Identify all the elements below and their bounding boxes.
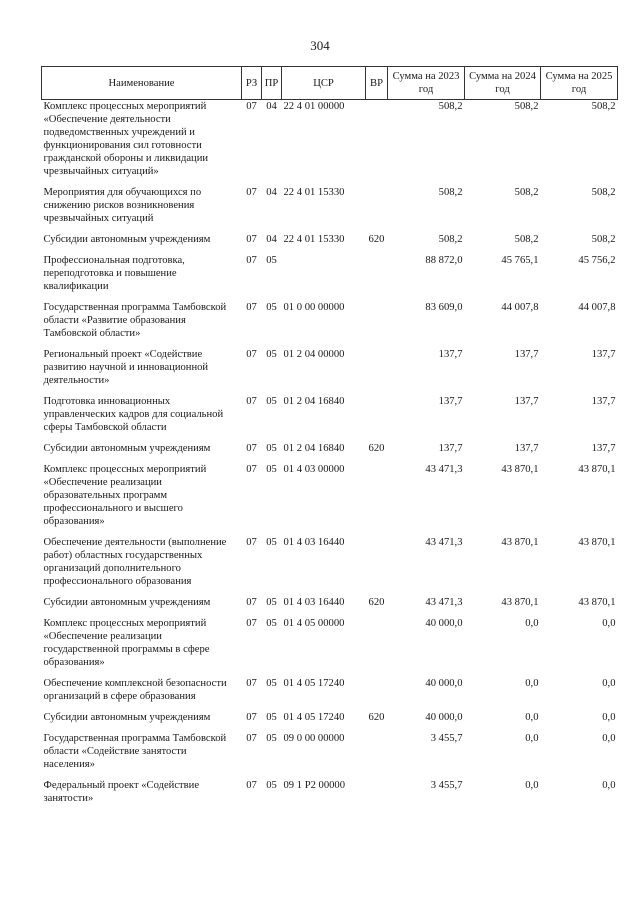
- header-vr: ВР: [366, 67, 388, 100]
- row-pr: 05: [266, 255, 277, 266]
- row-name: Субсидии автономным учреждениям: [43, 443, 211, 454]
- row-vr: [366, 395, 388, 442]
- header-sum-2024: Сумма на 2024 год: [465, 67, 541, 100]
- table-row: [42, 395, 618, 442]
- row-sum-2024: 508,2: [514, 101, 539, 112]
- row-sum-2024: 0,0: [525, 780, 539, 791]
- header-sum-2025: Сумма на 2025 год: [541, 67, 618, 100]
- row-csr: 01 2 04 16840: [283, 396, 345, 407]
- row-vr: [366, 617, 388, 677]
- row-rz: 07: [246, 187, 257, 198]
- row-sum-2023: 40 000,0: [425, 618, 463, 629]
- row-name: Федеральный проект «Содействие занятости»: [43, 780, 200, 804]
- row-vr: 620: [368, 443, 385, 454]
- row-pr: 05: [266, 302, 277, 313]
- row-pr: 05: [266, 678, 277, 689]
- row-sum-2024: 43 870,1: [501, 537, 539, 548]
- row-sum-2023: 508,2: [438, 187, 463, 198]
- row-vr: [366, 254, 388, 301]
- row-pr: 04: [266, 234, 277, 245]
- table-row: [42, 711, 618, 732]
- row-name: Субсидии автономным учреждениям: [43, 597, 211, 608]
- row-sum-2023: 508,2: [438, 234, 463, 245]
- row-csr: 01 4 03 16440: [283, 537, 345, 548]
- row-pr: 05: [266, 712, 277, 723]
- row-sum-2024: 137,7: [514, 349, 539, 360]
- row-rz: 07: [246, 302, 257, 313]
- budget-table: [41, 66, 618, 813]
- header-pr: ПР: [262, 67, 282, 100]
- row-sum-2024: 0,0: [525, 678, 539, 689]
- header-csr: ЦСР: [282, 67, 366, 100]
- row-rz: 07: [246, 443, 257, 454]
- row-name: Субсидии автономным учреждениям: [43, 234, 211, 245]
- row-sum-2024: 0,0: [525, 618, 539, 629]
- row-sum-2023: 137,7: [438, 349, 463, 360]
- row-sum-2023: 43 471,3: [425, 464, 463, 475]
- row-pr: 05: [266, 464, 277, 475]
- table-header: [42, 67, 618, 100]
- row-pr: 05: [266, 733, 277, 744]
- row-sum-2025: 0,0: [602, 678, 616, 689]
- row-name: Комплекс процессных мероприятий «Обеспечение реализации государственной программы в сфере образования»: [43, 618, 210, 668]
- row-csr: 01 2 04 16840: [283, 443, 345, 454]
- row-pr: 05: [266, 443, 277, 454]
- row-sum-2024: 137,7: [514, 443, 539, 454]
- row-vr: [366, 186, 388, 233]
- row-sum-2023: 40 000,0: [425, 712, 463, 723]
- row-sum-2025: 0,0: [602, 733, 616, 744]
- row-vr: [366, 732, 388, 779]
- header-sum-2023: Сумма на 2023 год: [388, 67, 465, 100]
- row-name: Субсидии автономным учреждениям: [43, 712, 211, 723]
- row-rz: 07: [246, 101, 257, 112]
- row-pr: 05: [266, 618, 277, 629]
- table-row: [42, 732, 618, 779]
- row-sum-2025: 43 870,1: [578, 597, 616, 608]
- row-csr: 09 0 00 00000: [283, 733, 345, 744]
- row-sum-2025: 508,2: [591, 234, 616, 245]
- row-sum-2023: 3 455,7: [430, 733, 463, 744]
- row-sum-2024: 43 870,1: [501, 597, 539, 608]
- row-sum-2023: 43 471,3: [425, 597, 463, 608]
- table-row: [42, 677, 618, 711]
- row-vr: 620: [368, 234, 385, 245]
- row-csr: 22 4 01 15330: [283, 234, 345, 245]
- row-pr: 05: [266, 780, 277, 791]
- row-vr: [366, 677, 388, 711]
- table-row: [42, 348, 618, 395]
- row-csr: 01 4 03 00000: [283, 464, 345, 475]
- row-rz: 07: [246, 396, 257, 407]
- row-sum-2025: 0,0: [602, 618, 616, 629]
- row-csr: [282, 254, 366, 301]
- row-vr: [366, 463, 388, 536]
- row-sum-2024: 45 765,1: [501, 255, 539, 266]
- row-name: Обеспечение деятельности (выполнение работ) областных государственных организаций дополнительного профессионального образования: [43, 537, 227, 587]
- row-pr: 05: [266, 537, 277, 548]
- row-sum-2023: 83 609,0: [425, 302, 463, 313]
- row-sum-2023: 508,2: [438, 101, 463, 112]
- row-rz: 07: [246, 255, 257, 266]
- row-sum-2023: 43 471,3: [425, 537, 463, 548]
- row-sum-2023: 3 455,7: [430, 780, 463, 791]
- row-sum-2025: 44 007,8: [578, 302, 616, 313]
- row-vr: [366, 100, 388, 187]
- row-sum-2025: 0,0: [602, 712, 616, 723]
- row-sum-2024: 44 007,8: [501, 302, 539, 313]
- row-name: Региональный проект «Содействие развитию научной и инновационной деятельности»: [43, 349, 209, 386]
- row-vr: [366, 536, 388, 596]
- row-rz: 07: [246, 618, 257, 629]
- row-vr: [366, 348, 388, 395]
- row-sum-2024: 0,0: [525, 733, 539, 744]
- row-sum-2023: 40 000,0: [425, 678, 463, 689]
- row-sum-2024: 508,2: [514, 234, 539, 245]
- table-row: [42, 463, 618, 536]
- row-vr: 620: [368, 712, 385, 723]
- table-row: [42, 254, 618, 301]
- row-csr: 01 4 05 17240: [283, 678, 345, 689]
- row-rz: 07: [246, 537, 257, 548]
- row-sum-2023: 137,7: [438, 443, 463, 454]
- table-row: [42, 779, 618, 813]
- table-row: [42, 100, 618, 187]
- row-sum-2024: 0,0: [525, 712, 539, 723]
- row-sum-2023: 137,7: [438, 396, 463, 407]
- page-number: 304: [310, 38, 330, 53]
- table-row: [42, 596, 618, 617]
- row-rz: 07: [246, 349, 257, 360]
- row-sum-2023: 88 872,0: [425, 255, 463, 266]
- row-name: Обеспечение комплексной безопасности организаций в сфере образования: [43, 678, 227, 702]
- table-row: [42, 442, 618, 463]
- row-sum-2025: 137,7: [591, 349, 616, 360]
- row-sum-2025: 137,7: [591, 443, 616, 454]
- table-row: [42, 536, 618, 596]
- row-rz: 07: [246, 678, 257, 689]
- row-rz: 07: [246, 234, 257, 245]
- row-sum-2024: 43 870,1: [501, 464, 539, 475]
- row-rz: 07: [246, 712, 257, 723]
- row-pr: 05: [266, 597, 277, 608]
- row-sum-2025: 0,0: [602, 780, 616, 791]
- table-row: [42, 617, 618, 677]
- row-name: Государственная программа Тамбовской области «Развитие образования Тамбовской области»: [43, 302, 227, 339]
- row-csr: 09 1 P2 00000: [283, 780, 346, 791]
- row-csr: 22 4 01 00000: [283, 101, 345, 112]
- table-row: [42, 301, 618, 348]
- row-name: Подготовка инновационных управленческих кадров для социальной сферы Тамбовской области: [43, 396, 224, 433]
- row-sum-2025: 43 870,1: [578, 537, 616, 548]
- row-sum-2025: 43 870,1: [578, 464, 616, 475]
- row-csr: 01 2 04 00000: [283, 349, 345, 360]
- header-rz: РЗ: [242, 67, 262, 100]
- row-rz: 07: [246, 780, 257, 791]
- row-csr: 01 4 05 00000: [283, 618, 345, 629]
- row-sum-2024: 137,7: [514, 396, 539, 407]
- row-vr: [366, 301, 388, 348]
- row-name: Государственная программа Тамбовской области «Содействие занятости населения»: [43, 733, 227, 770]
- row-pr: 04: [266, 101, 277, 112]
- table-row: [42, 233, 618, 254]
- row-csr: 01 0 00 00000: [283, 302, 345, 313]
- row-sum-2025: 45 756,2: [578, 255, 616, 266]
- row-name: Профессиональная подготовка, переподготовка и повышение квалификации: [43, 255, 185, 292]
- table-row: [42, 186, 618, 233]
- row-rz: 07: [246, 733, 257, 744]
- row-sum-2025: 508,2: [591, 101, 616, 112]
- row-sum-2024: 508,2: [514, 187, 539, 198]
- row-rz: 07: [246, 597, 257, 608]
- row-pr: 05: [266, 396, 277, 407]
- row-sum-2025: 137,7: [591, 396, 616, 407]
- row-name: Мероприятия для обучающихся по снижению рисков возникновения чрезвычайных ситуаций: [43, 187, 202, 224]
- row-name: Комплекс процессных мероприятий «Обеспечение реализации образовательных программ профессионального и высшего образования»: [43, 464, 207, 527]
- row-sum-2025: 508,2: [591, 187, 616, 198]
- row-vr: [366, 779, 388, 813]
- row-pr: 05: [266, 349, 277, 360]
- row-csr: 22 4 01 15330: [283, 187, 345, 198]
- row-pr: 04: [266, 187, 277, 198]
- row-rz: 07: [246, 464, 257, 475]
- header-name: Наименование: [42, 67, 242, 100]
- row-vr: 620: [368, 597, 385, 608]
- row-csr: 01 4 05 17240: [283, 712, 345, 723]
- row-csr: 01 4 03 16440: [283, 597, 345, 608]
- row-name: Комплекс процессных мероприятий «Обеспечение деятельности подведомственных учреждений и функционирования сил готовности гражданской обороны и ликвидации чрезвычайных ситуаций»: [43, 101, 209, 177]
